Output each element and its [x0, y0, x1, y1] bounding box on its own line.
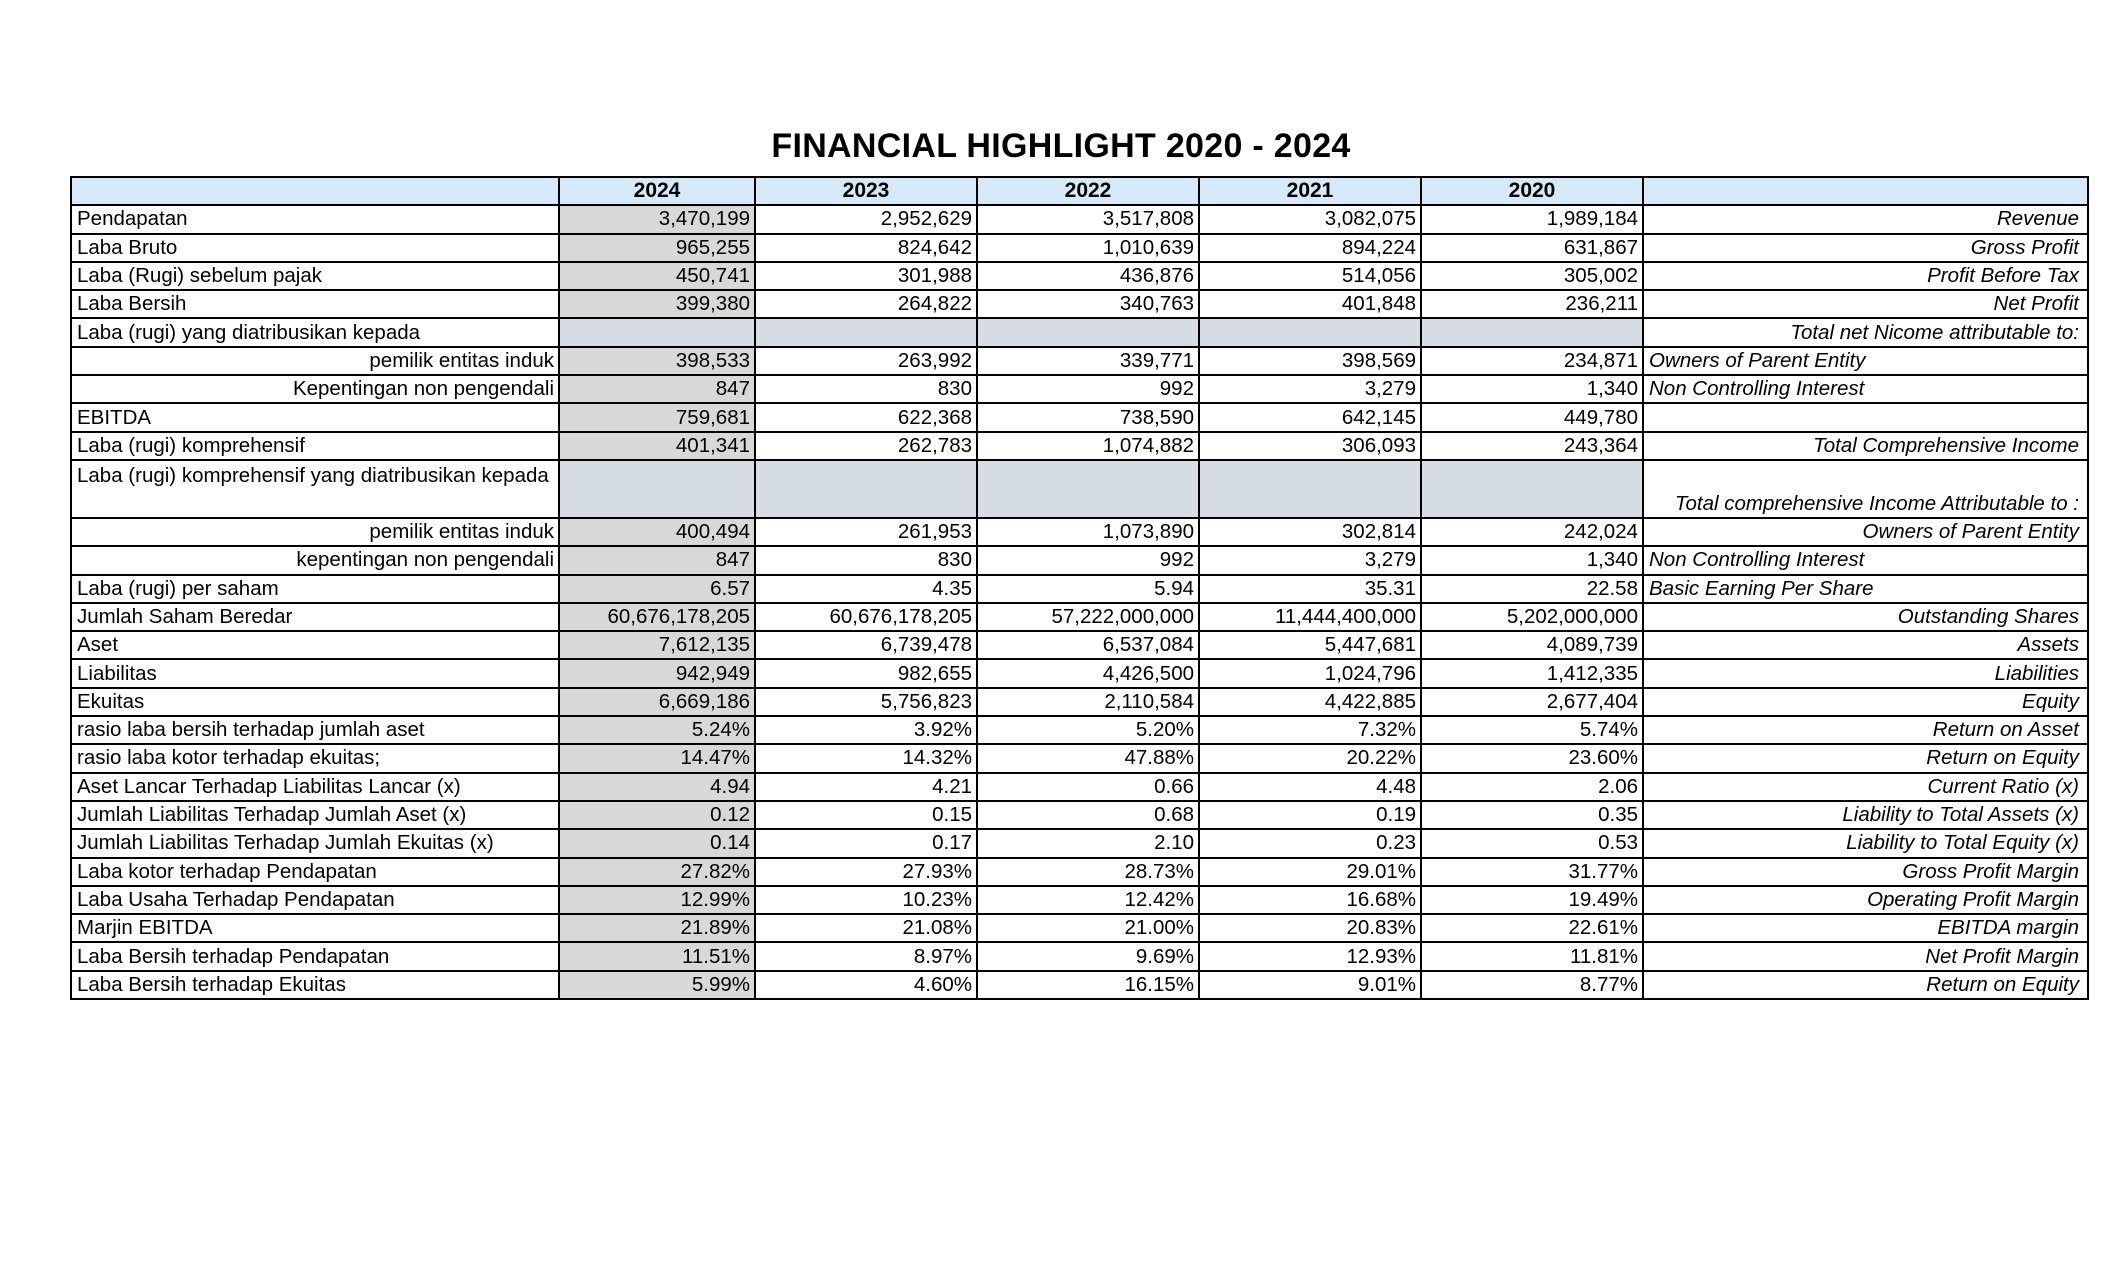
value-cell-2022: 6,537,084	[977, 631, 1199, 659]
header-year-2024: 2024	[559, 177, 755, 205]
value-cell-2020	[1421, 460, 1643, 518]
value-cell-2024: 398,533	[559, 347, 755, 375]
table-row	[71, 318, 2088, 346]
value-cell-2022: 340,763	[977, 290, 1199, 318]
financial-table	[70, 176, 2089, 1000]
value-cell-2022: 0.68	[977, 801, 1199, 829]
value-cell-2023: 301,988	[755, 262, 977, 290]
value-cell-2024: 27.82%	[559, 858, 755, 886]
value-cell-2024: 942,949	[559, 659, 755, 687]
row-label: Jumlah Liabilitas Terhadap Jumlah Aset (x)	[71, 801, 559, 829]
row-label: Aset	[71, 631, 559, 659]
value-cell-2022: 0.66	[977, 773, 1199, 801]
table-row	[71, 971, 2088, 999]
row-label: Laba Bersih	[71, 290, 559, 318]
table-row	[71, 403, 2088, 431]
row-label: Jumlah Liabilitas Terhadap Jumlah Ekuitas (x)	[71, 829, 559, 857]
value-cell-2023: 2,952,629	[755, 205, 977, 233]
header-row	[71, 177, 2088, 205]
english-label: Liability to Total Equity (x)	[1643, 829, 2088, 857]
english-label: Profit Before Tax	[1643, 262, 2088, 290]
english-label: Liability to Total Assets (x)	[1643, 801, 2088, 829]
row-label: rasio laba bersih terhadap jumlah aset	[71, 716, 559, 744]
row-label: Laba (rugi) komprehensif yang diatribusikan kepada	[71, 460, 559, 518]
english-label	[1643, 403, 2088, 431]
value-cell-2023: 6,739,478	[755, 631, 977, 659]
table-row	[71, 546, 2088, 574]
english-label: Non Controlling Interest	[1643, 546, 2088, 574]
value-cell-2024: 847	[559, 546, 755, 574]
value-cell-2021: 20.22%	[1199, 744, 1421, 772]
value-cell-2024: 6,669,186	[559, 688, 755, 716]
value-cell-2023: 0.15	[755, 801, 977, 829]
row-label: pemilik entitas induk	[71, 518, 559, 546]
value-cell-2022: 4,426,500	[977, 659, 1199, 687]
value-cell-2022: 9.69%	[977, 942, 1199, 970]
row-label: Laba Bersih terhadap Ekuitas	[71, 971, 559, 999]
value-cell-2020: 1,340	[1421, 375, 1643, 403]
value-cell-2021: 514,056	[1199, 262, 1421, 290]
value-cell-2021: 11,444,400,000	[1199, 603, 1421, 631]
table-row	[71, 603, 2088, 631]
table-row	[71, 744, 2088, 772]
table-row	[71, 432, 2088, 460]
row-label: EBITDA	[71, 403, 559, 431]
row-label: Laba (rugi) yang diatribusikan kepada	[71, 318, 559, 346]
value-cell-2022	[977, 318, 1199, 346]
table-row	[71, 858, 2088, 886]
value-cell-2022: 2,110,584	[977, 688, 1199, 716]
table-row	[71, 205, 2088, 233]
table-row	[71, 914, 2088, 942]
table-row	[71, 801, 2088, 829]
row-label: Laba kotor terhadap Pendapatan	[71, 858, 559, 886]
english-label: Non Controlling Interest	[1643, 375, 2088, 403]
value-cell-2020: 449,780	[1421, 403, 1643, 431]
value-cell-2020: 8.77%	[1421, 971, 1643, 999]
value-cell-2021: 3,279	[1199, 375, 1421, 403]
value-cell-2023: 824,642	[755, 234, 977, 262]
value-cell-2021: 3,082,075	[1199, 205, 1421, 233]
value-cell-2024: 14.47%	[559, 744, 755, 772]
value-cell-2024: 60,676,178,205	[559, 603, 755, 631]
english-label: EBITDA margin	[1643, 914, 2088, 942]
english-label: Operating Profit Margin	[1643, 886, 2088, 914]
value-cell-2020: 236,211	[1421, 290, 1643, 318]
value-cell-2020: 31.77%	[1421, 858, 1643, 886]
english-label: Return on Equity	[1643, 971, 2088, 999]
value-cell-2023: 21.08%	[755, 914, 977, 942]
value-cell-2020: 4,089,739	[1421, 631, 1643, 659]
value-cell-2020: 242,024	[1421, 518, 1643, 546]
english-label: Current Ratio (x)	[1643, 773, 2088, 801]
value-cell-2020: 2,677,404	[1421, 688, 1643, 716]
value-cell-2023: 4.35	[755, 575, 977, 603]
row-label: rasio laba kotor terhadap ekuitas;	[71, 744, 559, 772]
value-cell-2021: 20.83%	[1199, 914, 1421, 942]
value-cell-2022: 57,222,000,000	[977, 603, 1199, 631]
row-label: Kepentingan non pengendali	[71, 375, 559, 403]
header-label-cell	[71, 177, 559, 205]
english-label: Net Profit	[1643, 290, 2088, 318]
table-row	[71, 773, 2088, 801]
value-cell-2022: 5.94	[977, 575, 1199, 603]
value-cell-2020: 1,340	[1421, 546, 1643, 574]
english-label: Basic Earning Per Share	[1643, 575, 2088, 603]
english-label: Assets	[1643, 631, 2088, 659]
row-label: Laba Usaha Terhadap Pendapatan	[71, 886, 559, 914]
table-row	[71, 347, 2088, 375]
row-label: Laba (rugi) komprehensif	[71, 432, 559, 460]
value-cell-2022: 3,517,808	[977, 205, 1199, 233]
header-year-2023: 2023	[755, 177, 977, 205]
value-cell-2021: 9.01%	[1199, 971, 1421, 999]
value-cell-2023: 622,368	[755, 403, 977, 431]
value-cell-2021: 0.23	[1199, 829, 1421, 857]
value-cell-2021: 4,422,885	[1199, 688, 1421, 716]
value-cell-2024	[559, 318, 755, 346]
value-cell-2022: 1,010,639	[977, 234, 1199, 262]
value-cell-2023: 27.93%	[755, 858, 977, 886]
value-cell-2024: 3,470,199	[559, 205, 755, 233]
value-cell-2022: 16.15%	[977, 971, 1199, 999]
value-cell-2020: 1,412,335	[1421, 659, 1643, 687]
value-cell-2022: 21.00%	[977, 914, 1199, 942]
row-label: Laba Bruto	[71, 234, 559, 262]
table-row	[71, 716, 2088, 744]
header-year-2020: 2020	[1421, 177, 1643, 205]
value-cell-2021: 894,224	[1199, 234, 1421, 262]
value-cell-2020: 0.35	[1421, 801, 1643, 829]
row-label: Marjin EBITDA	[71, 914, 559, 942]
page-title: FINANCIAL HIGHLIGHT 2020 - 2024	[771, 127, 1351, 165]
value-cell-2021: 12.93%	[1199, 942, 1421, 970]
row-label: Aset Lancar Terhadap Liabilitas Lancar (x)	[71, 773, 559, 801]
value-cell-2024: 0.12	[559, 801, 755, 829]
english-label: Owners of Parent Entity	[1643, 347, 2088, 375]
value-cell-2021: 29.01%	[1199, 858, 1421, 886]
value-cell-2023: 4.21	[755, 773, 977, 801]
value-cell-2021: 302,814	[1199, 518, 1421, 546]
english-label: Equity	[1643, 688, 2088, 716]
value-cell-2020: 23.60%	[1421, 744, 1643, 772]
row-label: pemilik entitas induk	[71, 347, 559, 375]
english-label: Gross Profit	[1643, 234, 2088, 262]
row-label: Laba (rugi) per saham	[71, 575, 559, 603]
value-cell-2021: 306,093	[1199, 432, 1421, 460]
english-label: Owners of Parent Entity	[1643, 518, 2088, 546]
value-cell-2024: 400,494	[559, 518, 755, 546]
value-cell-2020: 2.06	[1421, 773, 1643, 801]
value-cell-2021: 35.31	[1199, 575, 1421, 603]
value-cell-2024: 4.94	[559, 773, 755, 801]
row-label: Laba (Rugi) sebelum pajak	[71, 262, 559, 290]
value-cell-2021	[1199, 318, 1421, 346]
value-cell-2023: 10.23%	[755, 886, 977, 914]
value-cell-2020: 5,202,000,000	[1421, 603, 1643, 631]
value-cell-2024	[559, 460, 755, 518]
value-cell-2023: 264,822	[755, 290, 977, 318]
value-cell-2021: 398,569	[1199, 347, 1421, 375]
value-cell-2024: 5.24%	[559, 716, 755, 744]
value-cell-2023: 263,992	[755, 347, 977, 375]
english-label: Net Profit Margin	[1643, 942, 2088, 970]
value-cell-2021: 1,024,796	[1199, 659, 1421, 687]
table-row	[71, 262, 2088, 290]
value-cell-2021: 0.19	[1199, 801, 1421, 829]
value-cell-2020: 0.53	[1421, 829, 1643, 857]
table-row	[71, 688, 2088, 716]
table-row	[71, 575, 2088, 603]
value-cell-2023: 982,655	[755, 659, 977, 687]
value-cell-2020: 5.74%	[1421, 716, 1643, 744]
english-label: Return on Asset	[1643, 716, 2088, 744]
table-row	[71, 290, 2088, 318]
english-label: Total net Nicome attributable to:	[1643, 318, 2088, 346]
value-cell-2024: 965,255	[559, 234, 755, 262]
value-cell-2021: 401,848	[1199, 290, 1421, 318]
value-cell-2024: 847	[559, 375, 755, 403]
value-cell-2023: 14.32%	[755, 744, 977, 772]
value-cell-2022: 738,590	[977, 403, 1199, 431]
english-label: Revenue	[1643, 205, 2088, 233]
value-cell-2022: 436,876	[977, 262, 1199, 290]
value-cell-2024: 401,341	[559, 432, 755, 460]
value-cell-2022: 339,771	[977, 347, 1199, 375]
table-row	[71, 518, 2088, 546]
value-cell-2022: 5.20%	[977, 716, 1199, 744]
value-cell-2022: 12.42%	[977, 886, 1199, 914]
english-label: Outstanding Shares	[1643, 603, 2088, 631]
english-label: Total comprehensive Income Attributable to :	[1643, 460, 2088, 518]
value-cell-2023: 830	[755, 375, 977, 403]
value-cell-2024: 0.14	[559, 829, 755, 857]
english-label: Return on Equity	[1643, 744, 2088, 772]
header-year-2021: 2021	[1199, 177, 1421, 205]
value-cell-2022: 47.88%	[977, 744, 1199, 772]
value-cell-2022: 992	[977, 546, 1199, 574]
value-cell-2024: 5.99%	[559, 971, 755, 999]
header-year-2022: 2022	[977, 177, 1199, 205]
value-cell-2020: 234,871	[1421, 347, 1643, 375]
value-cell-2023: 60,676,178,205	[755, 603, 977, 631]
value-cell-2024: 759,681	[559, 403, 755, 431]
table-row	[71, 631, 2088, 659]
value-cell-2024: 6.57	[559, 575, 755, 603]
value-cell-2021: 3,279	[1199, 546, 1421, 574]
value-cell-2021: 16.68%	[1199, 886, 1421, 914]
table-row	[71, 659, 2088, 687]
english-label: Gross Profit Margin	[1643, 858, 2088, 886]
value-cell-2023: 4.60%	[755, 971, 977, 999]
table-row	[71, 234, 2088, 262]
value-cell-2022: 1,074,882	[977, 432, 1199, 460]
value-cell-2024: 7,612,135	[559, 631, 755, 659]
value-cell-2020: 631,867	[1421, 234, 1643, 262]
row-label: kepentingan non pengendali	[71, 546, 559, 574]
value-cell-2023: 3.92%	[755, 716, 977, 744]
value-cell-2022: 992	[977, 375, 1199, 403]
value-cell-2021	[1199, 460, 1421, 518]
table-row	[71, 942, 2088, 970]
row-label: Jumlah Saham Beredar	[71, 603, 559, 631]
table-row	[71, 886, 2088, 914]
value-cell-2020	[1421, 318, 1643, 346]
value-cell-2022: 1,073,890	[977, 518, 1199, 546]
value-cell-2022: 2.10	[977, 829, 1199, 857]
value-cell-2023: 8.97%	[755, 942, 977, 970]
value-cell-2023: 5,756,823	[755, 688, 977, 716]
value-cell-2023: 830	[755, 546, 977, 574]
value-cell-2024: 450,741	[559, 262, 755, 290]
value-cell-2020: 1,989,184	[1421, 205, 1643, 233]
english-label: Liabilities	[1643, 659, 2088, 687]
row-label: Liabilitas	[71, 659, 559, 687]
header-english-cell	[1643, 177, 2088, 205]
value-cell-2023	[755, 460, 977, 518]
english-label: Total Comprehensive Income	[1643, 432, 2088, 460]
row-label: Laba Bersih terhadap Pendapatan	[71, 942, 559, 970]
row-label: Ekuitas	[71, 688, 559, 716]
value-cell-2020: 11.81%	[1421, 942, 1643, 970]
value-cell-2020: 22.61%	[1421, 914, 1643, 942]
table-row	[71, 460, 2088, 518]
value-cell-2021: 642,145	[1199, 403, 1421, 431]
value-cell-2020: 22.58	[1421, 575, 1643, 603]
value-cell-2024: 21.89%	[559, 914, 755, 942]
row-label: Pendapatan	[71, 205, 559, 233]
value-cell-2023	[755, 318, 977, 346]
value-cell-2021: 7.32%	[1199, 716, 1421, 744]
value-cell-2021: 5,447,681	[1199, 631, 1421, 659]
value-cell-2020: 19.49%	[1421, 886, 1643, 914]
value-cell-2023: 262,783	[755, 432, 977, 460]
value-cell-2023: 0.17	[755, 829, 977, 857]
value-cell-2024: 12.99%	[559, 886, 755, 914]
value-cell-2022: 28.73%	[977, 858, 1199, 886]
value-cell-2024: 399,380	[559, 290, 755, 318]
table-row	[71, 829, 2088, 857]
value-cell-2024: 11.51%	[559, 942, 755, 970]
value-cell-2021: 4.48	[1199, 773, 1421, 801]
value-cell-2023: 261,953	[755, 518, 977, 546]
value-cell-2022	[977, 460, 1199, 518]
table-row	[71, 375, 2088, 403]
value-cell-2020: 305,002	[1421, 262, 1643, 290]
value-cell-2020: 243,364	[1421, 432, 1643, 460]
